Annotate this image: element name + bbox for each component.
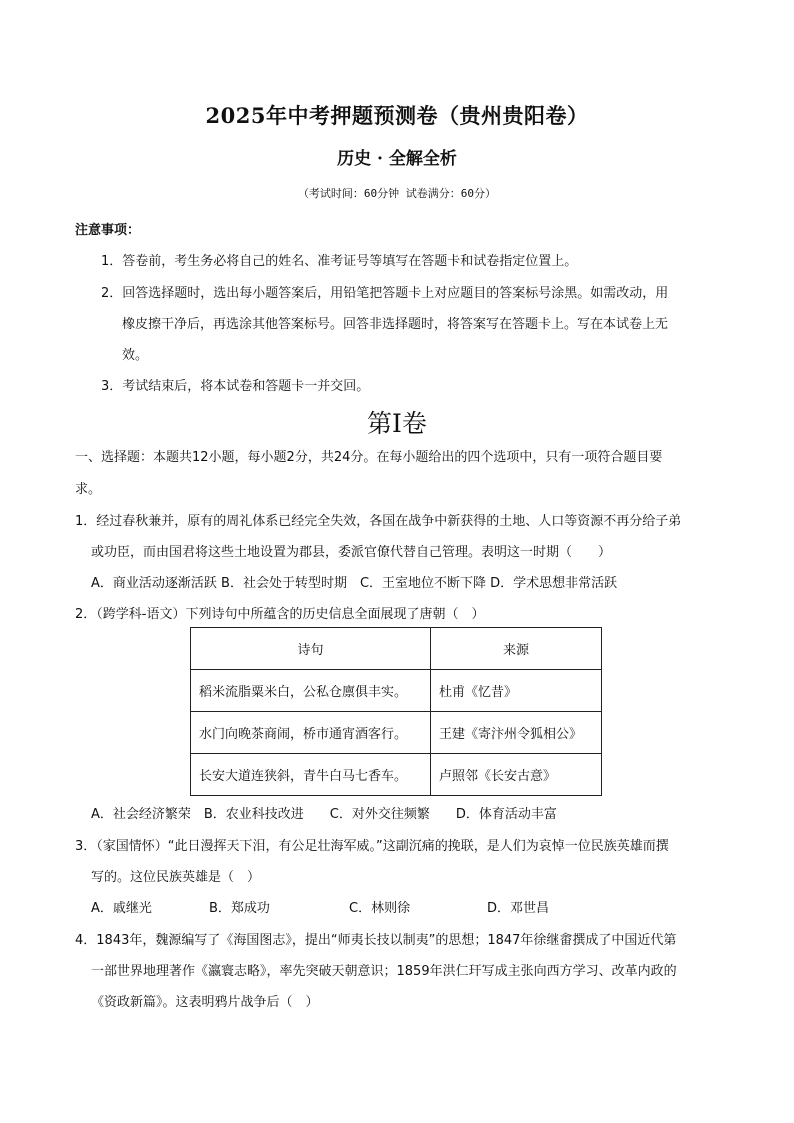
exam-info: （考试时间：60分钟 试卷满分：60分） (297, 187, 497, 200)
question-3-option-a: A．戚继光 (91, 901, 152, 916)
table-row (191, 754, 602, 796)
question-3-stem-cont: 写的。这位民族英雄是（ ） (91, 870, 261, 885)
question-3-option-d: D．邓世昌 (487, 901, 550, 916)
question-3-stem: 3．（家国情怀）“此日漫挥天下泪，有公足壮海军威。”这副沉痛的挽联，是人们为哀悼一位民族英雄而撰 (75, 839, 669, 854)
question-4-stem-end: 《资政新篇》。这表明鸦片战争后（ ） (91, 995, 319, 1010)
question-1-stem: 1．经过春秋兼并，原有的周礼体系已经完全失效，各国在战争中新获得的土地、人口等资源不再分给子弟 (75, 514, 682, 529)
section-label: 第Ⅰ卷 (367, 409, 427, 438)
question-2-stem: 2．（跨学科-语文）下列诗句中所蕴含的历史信息全面展现了唐朝（ ） (75, 607, 485, 622)
question-4-stem: 4．1843年，魏源编写了《海国图志》，提出“师夷长技以制夷”的思想；1847年徐继畬撰成了中国近代第 (75, 933, 677, 948)
table-header-row (191, 628, 602, 670)
note-line-1: 1．答卷前，考生务必将自己的姓名、准考证号等填写在答题卡和试卷指定位置上。 (101, 254, 578, 269)
table-row (191, 670, 602, 712)
table-cell-source: 王建《寄汴州令狐相公》 (431, 712, 602, 754)
section-intro: 一、选择题：本题共12小题，每小题2分，共24分。在每小题给出的四个选项中，只有一项符合题目要 (75, 450, 663, 465)
question-3-option-b: B．郑成功 (209, 901, 270, 916)
section-intro-cont: 求。 (75, 482, 102, 497)
document-title: 2025年中考押题预测卷（贵州贵阳卷） (205, 103, 589, 128)
note-line-2-cont: 橡皮擦干净后，再选涂其他答案标号。回答非选择题时，将答案写在答题卡上。写在本试卷上无 (122, 317, 669, 332)
note-line-3: 3．考试结束后，将本试卷和答题卡一并交回。 (101, 379, 370, 394)
table-cell-source: 杜甫《忆昔》 (431, 670, 602, 712)
document-subtitle: 历史 · 全解全析 (337, 149, 457, 169)
note-line-2-end: 效。 (122, 348, 149, 363)
question-1-stem-cont: 或功臣，而由国君将这些土地设置为郡县，委派官僚代替自己管理。表明这一时期（ ） (91, 545, 612, 560)
question-1-options: A．商业活动逐渐活跃 B．社会处于转型时期 C．王室地位不断下降 D．学术思想非常活跃 (91, 576, 618, 591)
table-cell-poem: 水门向晚茶商闹，桥市通宵酒客行。 (191, 712, 431, 754)
table-header-source: 来源 (431, 628, 602, 670)
table-row (191, 712, 602, 754)
question-3-option-c: C．林则徐 (349, 901, 411, 916)
note-line-2: 2．回答选择题时，选出每小题答案后，用铅笔把答题卡上对应题目的答案标号涂黑。如需改动，用 (101, 286, 669, 301)
question-4-stem-cont: 一部世界地理著作《瀛寰志略》，率先突破天朝意识；1859年洪仁玕写成主张向西方学习、改革内政的 (91, 964, 677, 979)
poem-table (190, 627, 602, 796)
table-cell-poem: 长安大道连狭斜，青牛白马七香车。 (191, 754, 431, 796)
question-2-options: A．社会经济繁荣 B．农业科技改进 C．对外交往频繁 D．体育活动丰富 (91, 807, 557, 822)
table-cell-poem: 稻米流脂粟米白，公私仓廪俱丰实。 (191, 670, 431, 712)
table-header-poem: 诗句 (191, 628, 431, 670)
notes-heading: 注意事项： (75, 223, 141, 238)
table-cell-source: 卢照邻《长安古意》 (431, 754, 602, 796)
